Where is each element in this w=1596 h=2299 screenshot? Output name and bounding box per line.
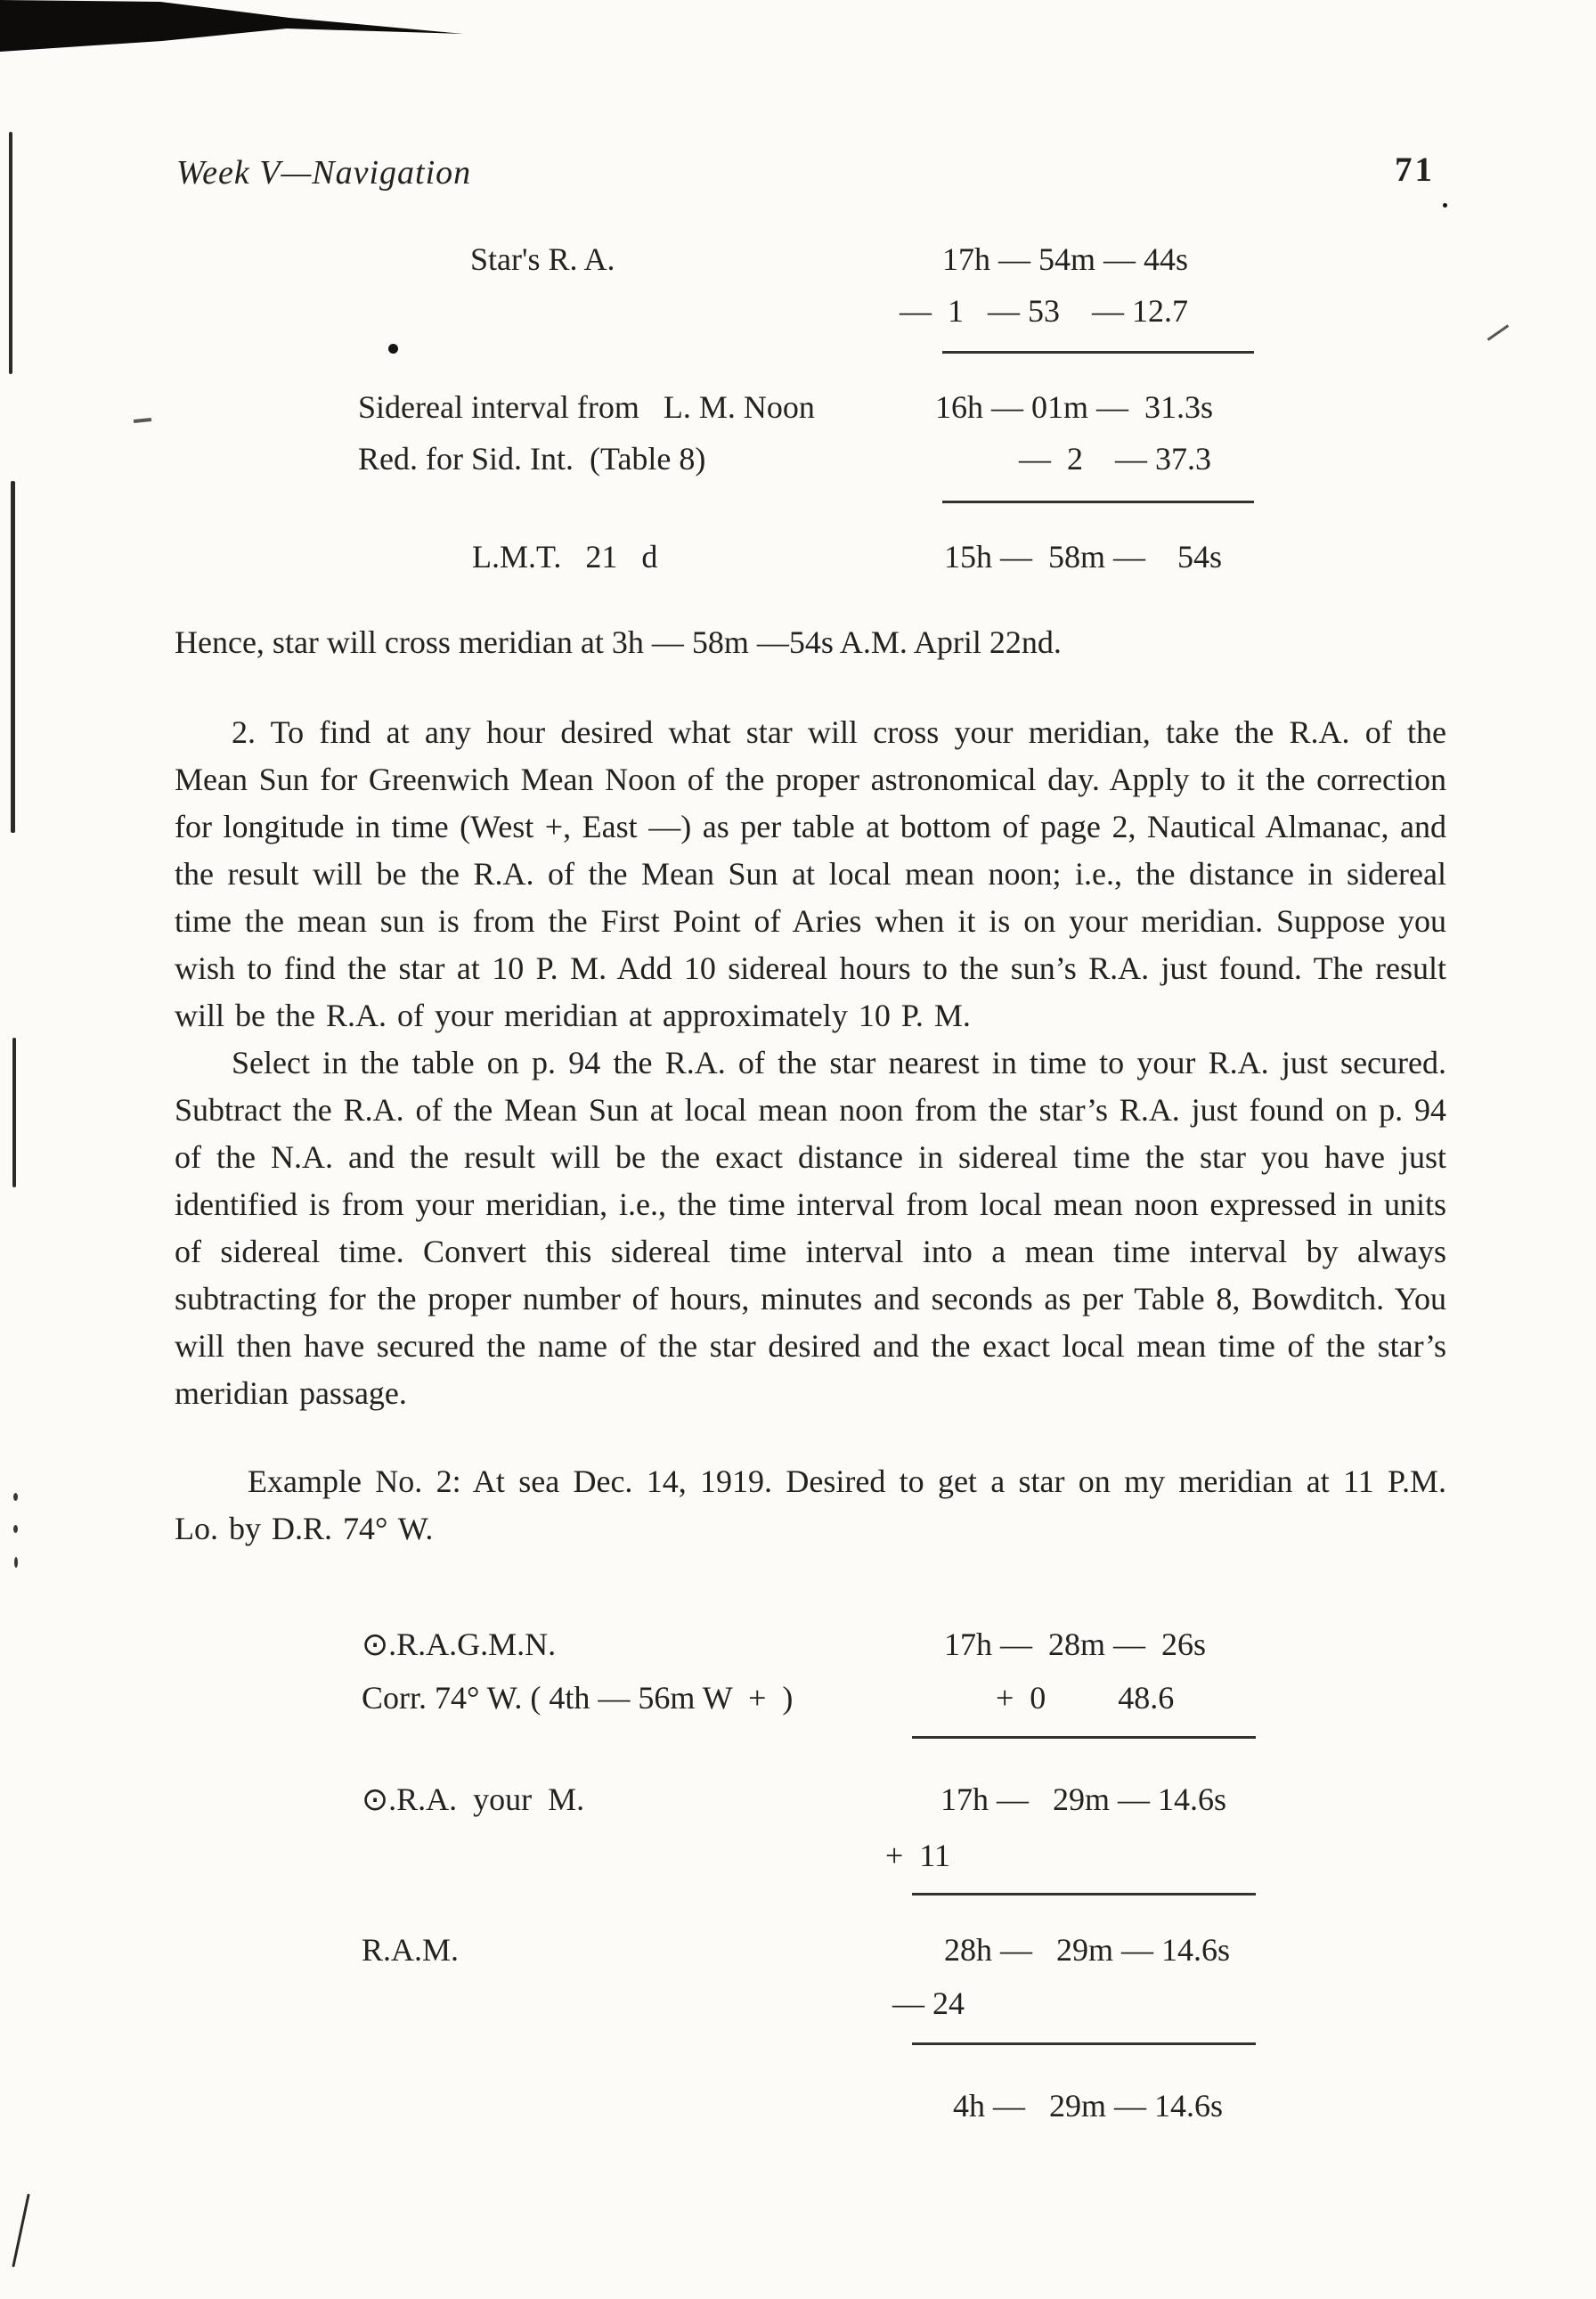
sum-rule [912,2042,1256,2045]
sum-rule [942,501,1254,503]
running-header-title: Week V—Navigation [176,154,472,192]
example-paragraph: Example No. 2: At sea Dec. 14, 1919. Desired to get a star on my meridian at 11 P.M. Lo. by D.R. 74° W. [175,1463,1446,1546]
calc-label: ⊙.R.A.G.M.N. [362,1626,557,1662]
sum-rule [912,1736,1256,1739]
calc-value: — 1 — 53 — 12.7 [900,293,1188,329]
pencil-tick [134,418,151,423]
sum-rule [912,1893,1256,1895]
binding-mark [12,2194,29,2268]
paragraph-instruction-3: Select in the table on p. 94 the R.A. of the star nearest in time to your R.A. just secured. Subtract the R.A. of the Mean Sun at local mean noon from the star’s R.A. just found on p. 94 of the N.A. and the result will be the exact distance in sidereal time the star you have just identified is from your meridian, i.e., the time interval from local mean noon expressed in units of sidereal time. Convert this sidereal time interval into a mean time interval by always subtracting for the proper number of hours, minutes and seconds as per Table 8, Bowditch. You will then have secured the name of the star desired and the exact local mean time of the star’s meridian passage. [175,1045,1446,1411]
sum-rule [942,351,1254,354]
hence-statement: Hence, star will cross meridian at 3h — 58m —54s A.M. April 22nd. [175,624,1062,660]
calc-value: 16h — 01m — 31.3s [935,389,1214,425]
page-number: 71 [1395,151,1435,189]
calc-label: Corr. 74° W. ( 4th — 56m W + ) [362,1680,794,1716]
binding-mark [13,1525,18,1533]
calc-label: Star's R. A. [470,241,615,277]
body-text [175,709,1446,1553]
calc-label: R.A.M. [362,1932,460,1968]
binding-mark [9,132,12,374]
calc-value: — 24 [892,1985,965,2021]
calc-value: 17h — 28m — 26s [944,1626,1207,1662]
paragraph-instruction-2: 2. To find at any hour desired what star will cross your meridian, take the R.A. of the Mean Sun for Greenwich Mean Noon of the proper astronomical day. Apply to it the correction for longitude in time (West +, East —) as per table at bottom of page 2, Nautical Almanac, and the result will be the R.A. of the Mean Sun at local mean noon; i.e., the distance in sidereal time the mean sun is from the First Point of Aries when it is on your meridian. Suppose you wish to find the star at 10 P. M. Add 10 sidereal hours to the sun’s R.A. just found. The result will be the R.A. of your meridian at approximately 10 P. M. [175,714,1446,1033]
calc-value: 28h — 29m — 14.6s [944,1932,1231,1968]
calc-value: — 2 — 37.3 [1019,441,1211,477]
calculation-block-example-2 [362,1626,1466,2142]
calc-value: 4h — 29m — 14.6s [953,2088,1224,2124]
calc-value: + 11 [885,1838,950,1873]
calc-value: 17h — 29m — 14.6s [940,1781,1227,1817]
calculation-block-star-ra [358,240,1462,597]
binding-mark [13,1493,18,1501]
calc-value: + 0 48.6 [996,1680,1175,1716]
calc-label: Sidereal interval from L. M. Noon [358,389,815,425]
binding-mark [12,1038,16,1187]
calc-label: Red. for Sid. Int. (Table 8) [358,441,706,477]
calc-label: ⊙.R.A. your M. [362,1781,585,1817]
calc-value: 15h — 58m — 54s [944,539,1223,575]
ink-spot [1443,203,1447,208]
binding-mark [14,1557,18,1568]
pencil-tick [1487,324,1510,341]
scan-smudge-icon [0,0,472,64]
calc-label: L.M.T. 21 d [472,539,658,575]
binding-mark [11,481,15,833]
calc-value: 17h — 54m — 44s [942,241,1189,277]
